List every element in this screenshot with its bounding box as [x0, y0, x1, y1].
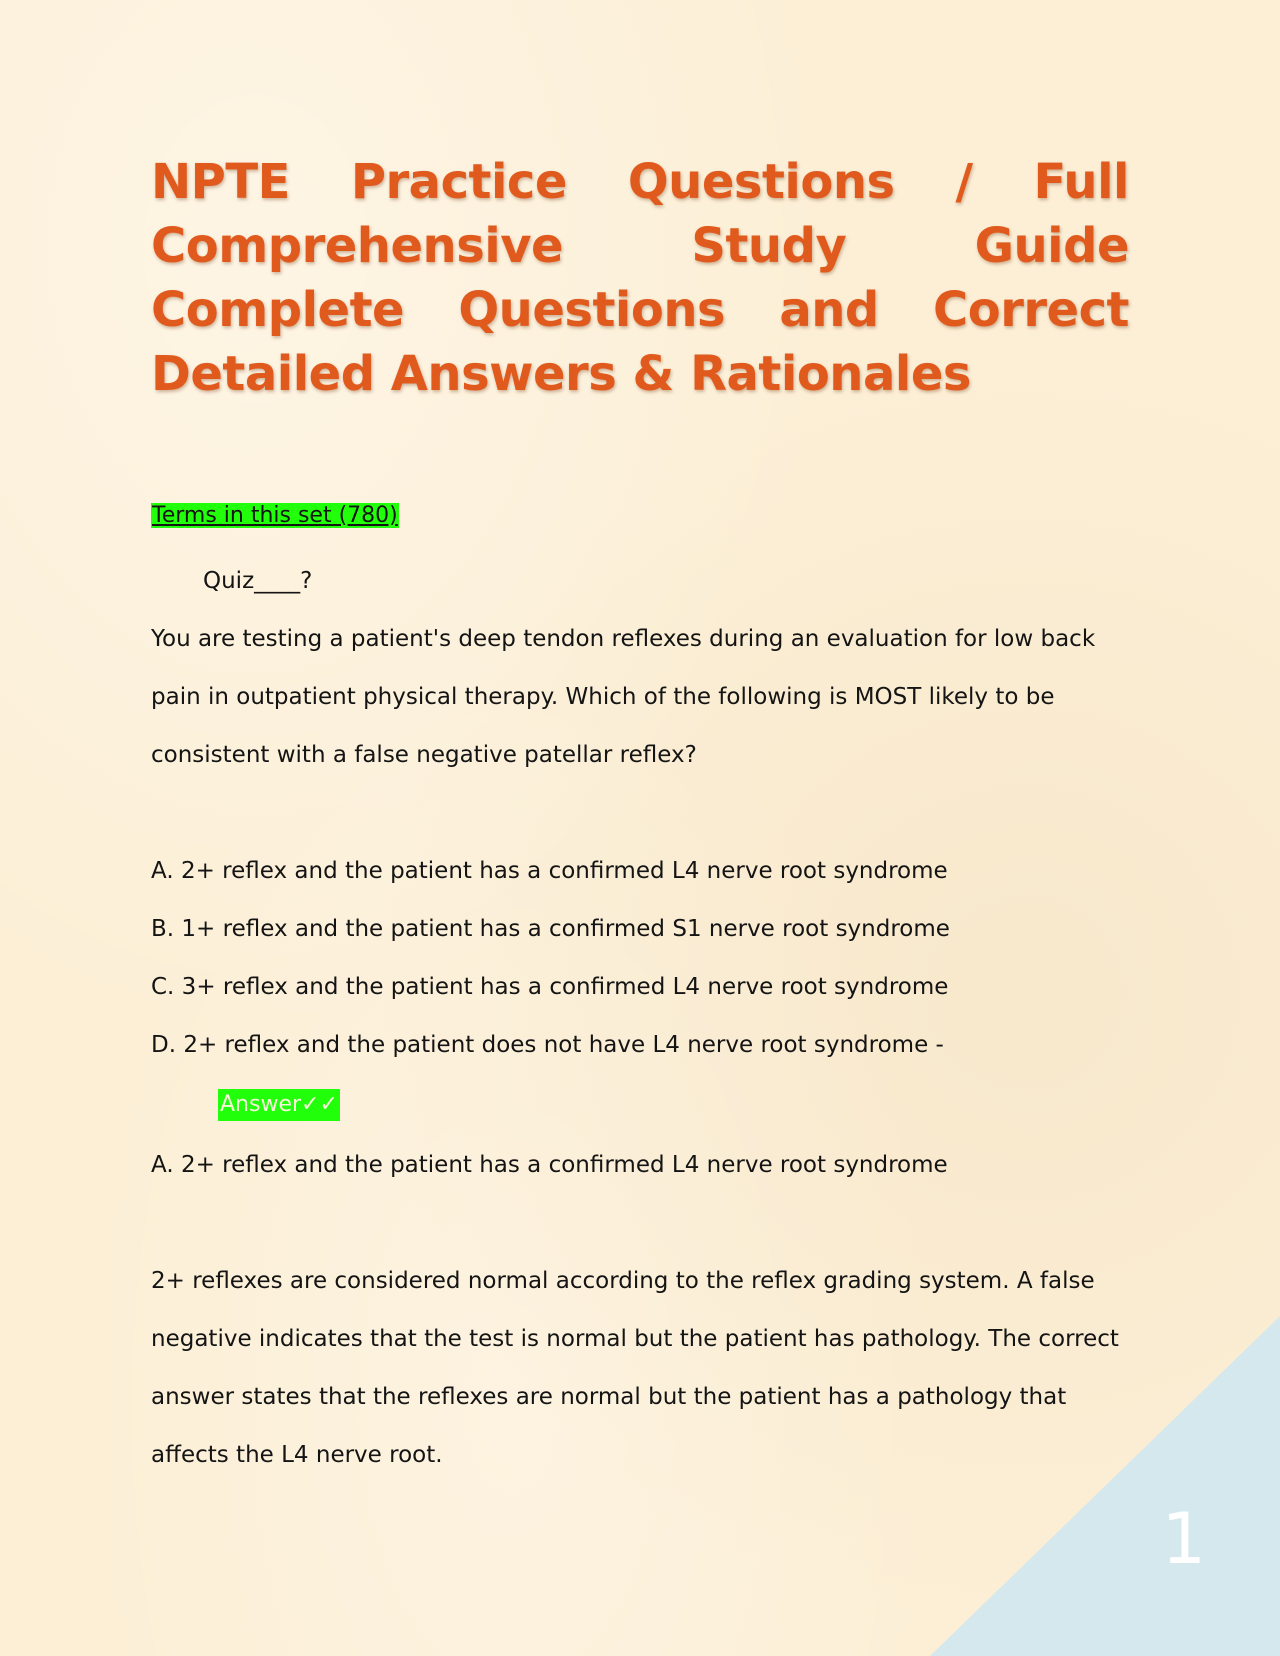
- question-line: consistent with a false negative patellar reflex?: [151, 742, 697, 768]
- document-title: NPTE Practice Questions / Full Comprehensive Study Guide Complete Questions and Correct Detailed Answers & Rationales: [151, 154, 1129, 402]
- rationale-line: 2+ reflexes are considered normal according to the reflex grading system. A false: [151, 1268, 1095, 1294]
- document-content: [151, 150, 1129, 1484]
- rationale-line: answer states that the reflexes are normal but the patient has a pathology that: [151, 1384, 1067, 1410]
- question-line: You are testing a patient's deep tendon reflexes during an evaluation for low back: [151, 626, 1096, 652]
- option-a: A. 2+ reflex and the patient has a confirmed L4 nerve root syndrome: [151, 858, 948, 884]
- correct-answer: A. 2+ reflex and the patient has a confirmed L4 nerve root syndrome: [151, 1152, 948, 1178]
- question-line: pain in outpatient physical therapy. Which of the following is MOST likely to be: [151, 684, 1055, 710]
- terms-count-heading: [151, 502, 1129, 532]
- spacer: [151, 1194, 1129, 1252]
- answer-badge: Answer✓✓: [218, 1089, 340, 1121]
- terms-count-label: Terms in this set (780): [152, 503, 398, 528]
- rationale-text: [151, 1252, 1129, 1484]
- option-c: C. 3+ reflex and the patient has a confirmed L4 nerve root syndrome: [151, 974, 949, 1000]
- answer-marker: [151, 1074, 1129, 1136]
- spacer: [151, 784, 1129, 842]
- rationale-line: negative indicates that the test is normal but the patient has pathology. The correct: [151, 1326, 1119, 1352]
- answer-options: [151, 842, 1129, 1074]
- rationale-line: affects the L4 nerve root.: [151, 1442, 443, 1468]
- option-d: D. 2+ reflex and the patient does not have L4 nerve root syndrome -: [151, 1032, 944, 1058]
- page-number: 1: [1161, 1498, 1206, 1580]
- question-text: [151, 610, 1129, 784]
- quiz-label: Quiz____?: [203, 568, 313, 594]
- option-b: B. 1+ reflex and the patient has a confirmed S1 nerve root syndrome: [151, 916, 950, 942]
